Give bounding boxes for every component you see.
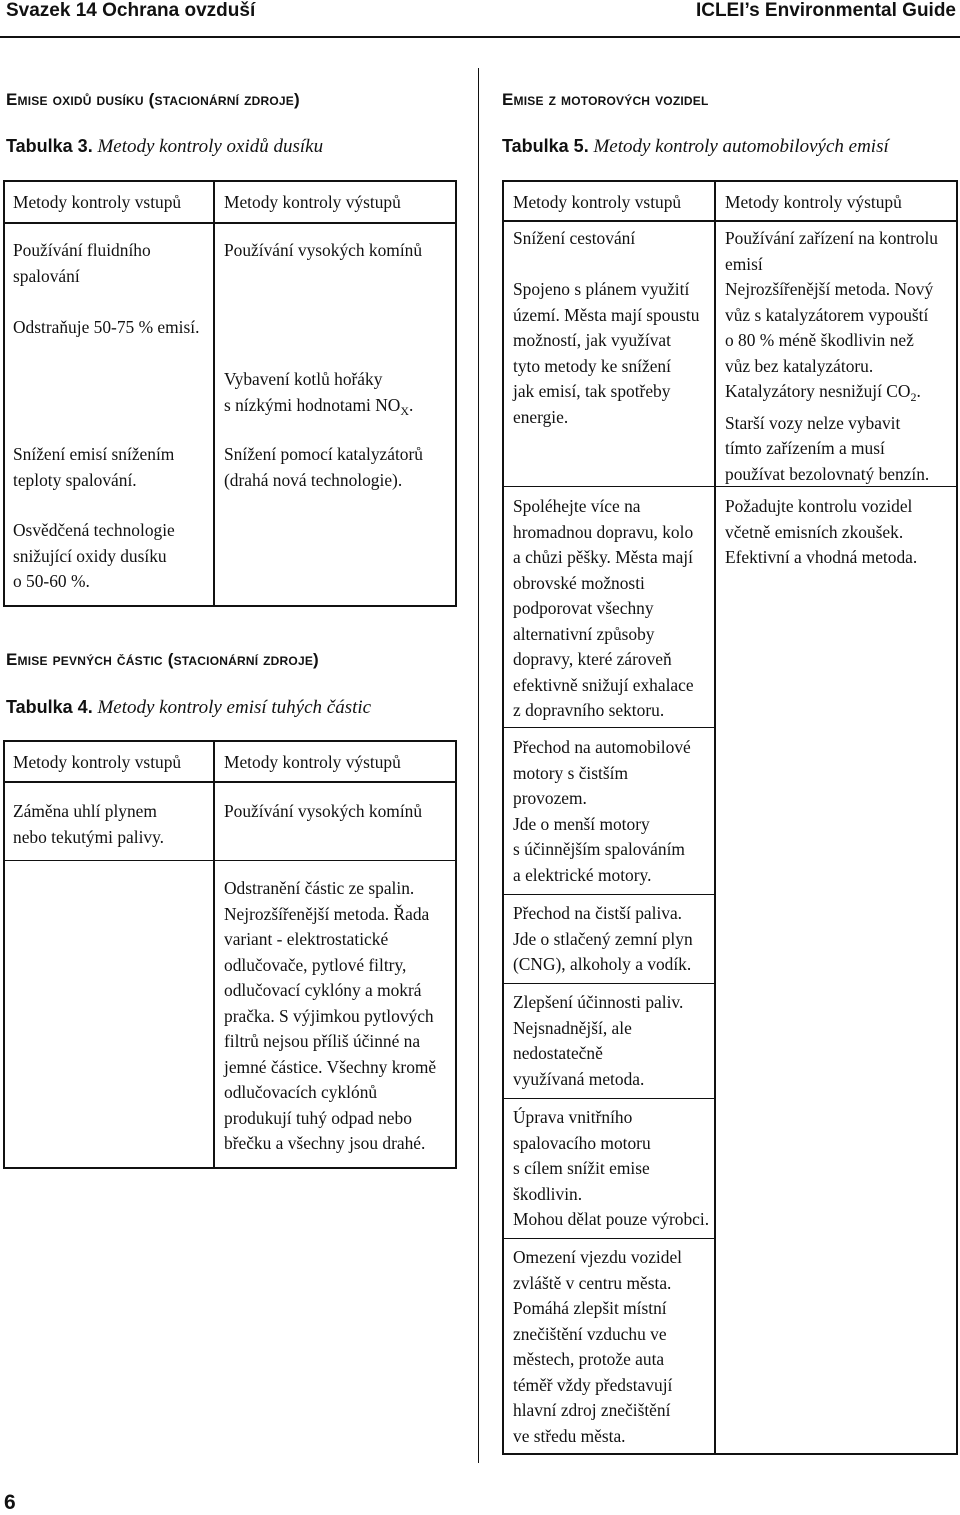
table5-cell-catalyst: Používání zařízení na kontrolu emisí Nejrozšířenější metoda. Nový vůz s katalyzátorem vypouští o 80 % méně škodlivin než vůz bez katalyzátoru. Katalyzátory nesnižují $CO_2$. Starší vozy nelze vybavit tímto zařízením a musí používat bezolovnatý benzín. <box>725 228 938 484</box>
column-divider <box>478 68 479 1463</box>
table3-border <box>455 180 457 607</box>
table4-cell: Používání vysokých komínů <box>224 801 423 821</box>
table5-border <box>502 983 714 984</box>
table5-border <box>502 1453 958 1455</box>
table5-cell: Požadujte kontrolu vozidel včetně emisních zkoušek. Efektivní a vhodná metoda. <box>725 496 918 567</box>
table4-header-inputs: Metody kontroly vstupů <box>13 752 182 772</box>
table5-border <box>956 180 958 1455</box>
running-header-right: ICLEI’s Environmental Guide <box>695 0 956 21</box>
table3-border <box>3 180 5 607</box>
table4-border <box>213 740 215 1169</box>
table5-cell: Spoléhejte více na hromadnou dopravu, kolo a chůzi pěšky. Města mají obrovské možnosti podporovat všechny alternativní způsoby dopravy, které zároveň efektivně snižují exhalace z dopravního sektoru. <box>513 496 694 720</box>
table4-border <box>455 740 457 1169</box>
table4-border <box>3 860 457 861</box>
table3-cell: Snížení emisí snížením teploty spalování. <box>13 444 175 490</box>
table5-border <box>714 180 716 1455</box>
table5-border <box>502 894 714 895</box>
table5-cell: Úprava vnitřního spalovacího motoru s cílem snížit emise škodlivin. Mohou dělat pouze výrobci. <box>513 1107 710 1229</box>
table4-cell: Záměna uhlí plynem nebo tekutými palivy. <box>13 801 165 847</box>
table5-border <box>502 220 958 222</box>
page-number: 6 <box>4 1491 16 1514</box>
table5-cell: Spojeno s plánem využití území. Města mají spoustu možností, jak využívat tyto metody ke snížení jak emisí, tak spotřeby energie. <box>513 279 700 427</box>
header-rule <box>0 36 960 38</box>
table3-border <box>3 222 457 224</box>
section-heading-particles: Emise pevných částic (stacionární zdroje) <box>6 650 319 669</box>
table4-border <box>3 781 457 783</box>
table5-border <box>502 1098 714 1099</box>
table3-cell: Snížení pomocí katalyzátorů (drahá nová technologie). <box>224 444 423 490</box>
table4-cell: Odstranění částic ze spalin. Nejrozšířenější metoda. Řada variant - elektrostatické odlučovače, pytlové filtry, odlučovací cyklóny a mokrá pračka. S výjimkou pytlových filtrů nejsou příliš účinné na jemné částice. Všechny kromě odlučovacích cyklónů produkují tuhý odpad nebo břečku a všechny jsou drahé. <box>224 878 437 1153</box>
table3-border <box>3 605 457 607</box>
running-header-left: Svazek 14 Ochrana ovzduší <box>6 0 256 21</box>
table5-border <box>502 180 958 182</box>
table3-cell-nox: Vybavení kotlů hořáky s nízkými hodnotami $NO_X$. <box>224 369 414 418</box>
table5-cell: Omezení vjezdu vozidel zvláště v centru města. Pomáhá zlepšit místní znečištění vzduchu ve městech, protože auta téměř vždy představují hlavní zdroj znečištění ve středu města. <box>513 1247 683 1446</box>
table4-border <box>3 1167 457 1169</box>
table5-cell: Snížení cestování <box>513 228 636 248</box>
table5-cell: Přechod na automobilové motory s čistším provozem. Jde o menší motory s účinnějším spalováním a elektrické motory. <box>513 737 691 885</box>
section-heading-vehicles: Emise z motorových vozidel <box>502 90 709 109</box>
table5-cell: Přechod na čistší paliva. Jde o stlačený zemní plyn (CNG), alkoholy a vodík. <box>513 903 693 974</box>
table5-border <box>502 727 714 728</box>
table4-border <box>3 740 5 1169</box>
table3-border <box>3 180 457 182</box>
table3-cell: Odstraňuje 50-75 % emisí. <box>13 317 200 337</box>
table5-cell: Zlepšení účinnosti paliv. Nejsnadnější, ale nedostatečně využívaná metoda. <box>513 992 684 1089</box>
table4-border <box>3 740 457 742</box>
table4-header-outputs: Metody kontroly výstupů <box>224 752 401 772</box>
table4-caption: Tabulka 4. Metody kontroly emisí tuhých částic <box>6 697 372 718</box>
table5-border <box>502 1238 714 1239</box>
table3-cell: Osvědčená technologie snižující oxidy dusíku o 50-60 %. <box>13 520 175 591</box>
table3-caption: Tabulka 3. Metody kontroly oxidů dusíku <box>6 136 324 157</box>
table3-cell: Používání fluidního spalování <box>13 240 151 286</box>
table3-cell: Používání vysokých komínů <box>224 240 423 260</box>
section-heading-nox: Emise oxidů dusíku (stacionární zdroje) <box>6 90 300 109</box>
table5-caption: Tabulka 5. Metody kontroly automobilových emisí <box>502 136 889 157</box>
table5-border <box>502 180 504 1455</box>
table5-header-outputs: Metody kontroly výstupů <box>725 192 902 212</box>
table3-header-inputs: Metody kontroly vstupů <box>13 192 182 212</box>
table3-header-outputs: Metody kontroly výstupů <box>224 192 401 212</box>
table3-border <box>213 180 215 607</box>
table5-header-inputs: Metody kontroly vstupů <box>513 192 682 212</box>
